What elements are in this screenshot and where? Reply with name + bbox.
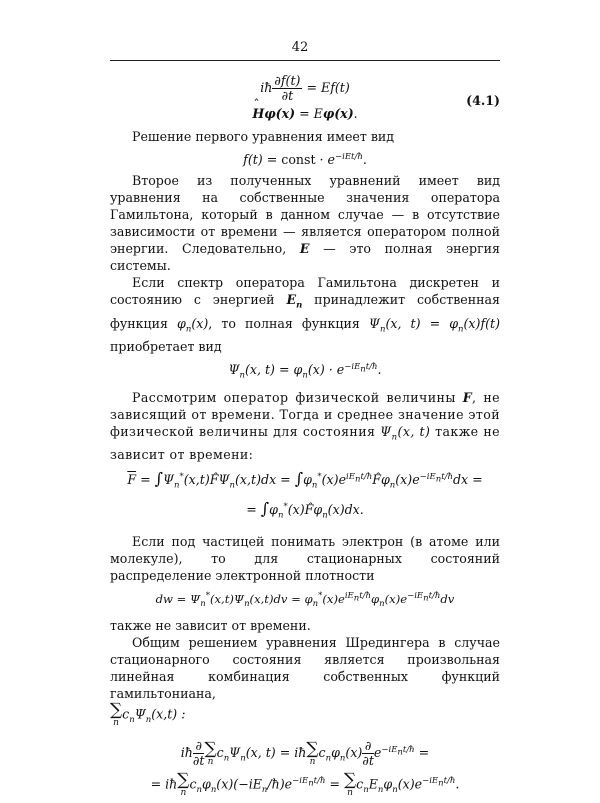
equation-mean-value-2: = $\int\varphi_n^*(x)F̂\varphi_n(x)dx$.: [246, 499, 364, 521]
equation-4-1-line-1: iħ $\frac{\partial f(t)}{\partial t}$ = Ef(t): [260, 73, 350, 103]
equation-psi-n: $\Psi_n(x$, $t) = \varphi_n(x) \cdot e^{-iE_nt/ħ}$.: [228, 362, 382, 381]
equation-final-2: = iħ ∑ n $c_n\varphi_n(x)(-iE_n/ħ)e^{-iE_nt/ħ}$ = ∑ n $c_nE_n\varphi_n(x)e^{-iE_nt/ħ}$.: [150, 770, 460, 799]
equation-4-1-line-2: ˆ Hφ(x) = Eφ(x).: [110, 105, 500, 122]
equation-ft: f(t) = const · $e^{-iEt/ħ}$.: [243, 152, 367, 168]
paragraph-6: также не зависит от времени.: [110, 618, 311, 634]
equation-sum-inline: ∑ n $c_n\Psi_n(x,t)$ :: [110, 700, 186, 729]
paragraph-3: Если спектр оператора Гамильтона дискретен и состоянию с энергией $E_n$ принадлежит собственная функция $\varphi_n(x)$, то полная функция $\Psi_n(x$, $t) = \varphi_n(x)f(t)$ приобретает вид: [110, 275, 500, 355]
page-number: 42: [291, 40, 309, 55]
equation-mean-value-1: $\overline{F}$ = $\int\Psi_n^*(x,t)F̂\Psi_n(x,t)dx$ = $\int\varphi_n^*(x)e^{iE_nt/ħ}F̂\varphi_n(x)e^{-iE_nt/ħ}dx$ =: [127, 469, 483, 492]
header-rule: [110, 60, 500, 61]
equation-final-1: iħ $\frac{\partial}{\partial t}$ ∑ n $c_n\Psi_n(x$, t) = iħ ∑ n $c_n\varphi_n(x)$ $\frac{\partial}{\partial t}$ $e^{-iE_nt/ħ}$ =: [180, 738, 430, 769]
paragraph-5: Если под частицей понимать электрон (в атоме или молекуле), то для стационарных состояний распределение электронной плотности: [110, 533, 500, 583]
page-body: [110, 68, 500, 803]
paragraph-1: Решение первого уравнения имеет вид: [132, 129, 395, 144]
paragraph-2: Второе из полученных уравнений имеет вид уравнения на собственные значения оператора Гамильтона, который в данном случае — в отсутствие зависимости от времени — является оператором полной энергии. Следовательно, E — это полная энергия системы.: [110, 173, 501, 274]
equation-4-1: [110, 74, 500, 122]
paragraph-7: Общим решением уравнения Шредингера в случае стационарного состояния является произвольная линейная комбинация собственных функций гамильтониана,: [110, 635, 500, 702]
paragraph-4: Рассмотрим оператор физической величины F, не зависящий от времени. Тогда и среднее значение этой физической величины для состояния $\Psi_n(x$, t) также не зависит от времени:: [110, 389, 501, 463]
equation-density: dw = $\Psi_n^*(x,t)\Psi_n(x,t)dv = \varphi_n^*(x)e^{iE_nt/ħ}\varphi_n(x)e^{-iE_nt/ħ}dv$: [155, 590, 455, 610]
equation-number: (4.1): [466, 93, 500, 108]
